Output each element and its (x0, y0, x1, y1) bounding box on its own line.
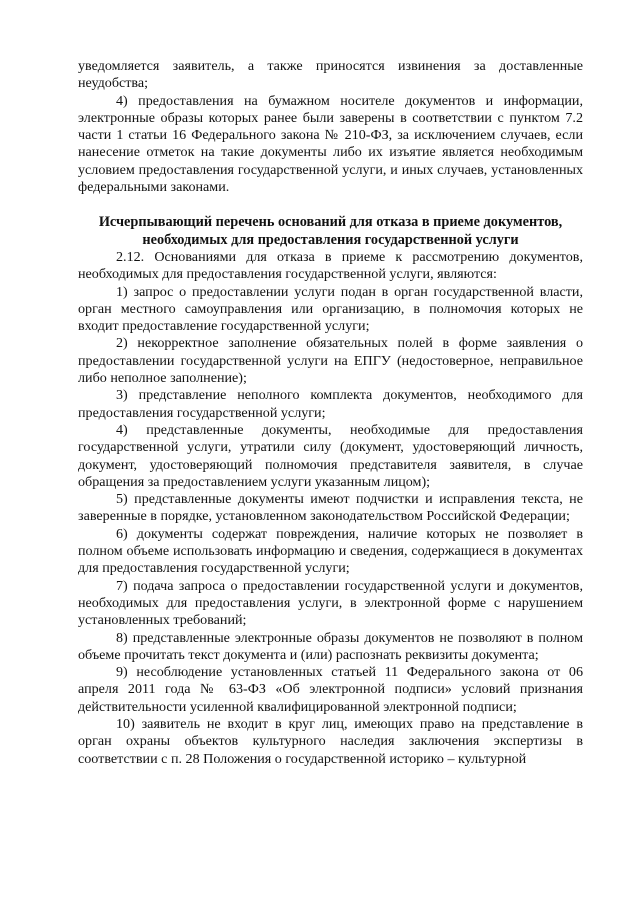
list-item-8: 8) представленные электронные образы документов не позволяют в полном объеме прочитать текст документа и (или) распознать реквизиты документа; (78, 629, 583, 663)
list-item-10: 10) заявитель не входит в круг лиц, имеющих право на представление в орган охраны объектов культурного наследия заключения экспертизы в соответствии с п. 28 Положения о государственной историко – культурной (78, 715, 583, 767)
list-item-3: 3) представление неполного комплекта документов, необходимого для предоставления государственной услуги; (78, 387, 583, 421)
section-heading: Исчерпывающий перечень оснований для отказа в приеме документов, необходимых для предоставления государственной услуги (98, 214, 563, 248)
list-item-2: 2) некорректное заполнение обязательных полей в форме заявления о предоставлении государственной услуги на ЕПГУ (недостоверное, неправильное либо неполное заполнение); (78, 335, 583, 387)
list-item-5: 5) представленные документы имеют подчистки и исправления текста, не заверенные в порядке, установленном законодательством Российской Федерации; (78, 491, 583, 525)
document-page (78, 58, 583, 768)
section-paragraph-intro: 2.12. Основаниями для отказа в приеме к рассмотрению документов, необходимых для предоставления государственной услуги, являются: (78, 248, 583, 283)
list-item-6: 6) документы содержат повреждения, наличие которых не позволяет в полном объеме использовать информацию и сведения, содержащиеся в документах для предоставления государственной услуги; (78, 525, 583, 577)
list-item-9: 9) несоблюдение установленных статьей 11 Федерального закона от 06 апреля 2011 года № 63-ФЗ «Об электронной подписи» условий признания действительности усиленной квалифицированной электронной подписи; (78, 664, 583, 715)
intro-paragraph-2: 4) предоставления на бумажном носителе документов и информации, электронные образы которых ранее были заверены в соответствии с пунктом 7.2 части 1 статьи 16 Федерального закона № 210-ФЗ, за исключением случаев, если нанесение отметок на такие документы либо их изъятие является необходимым условием предоставления государственной услуги, и иных случаев, установленных федеральными законами. (78, 92, 583, 196)
list-item-7: 7) подача запроса о предоставлении государственной услуги и документов, необходимых для предоставления услуги, в электронной форме с нарушением установленных требований; (78, 577, 583, 629)
intro-paragraph-1: уведомляется заявитель, а также приносятся извинения за доставленные неудобства; (78, 58, 583, 92)
list-item-4: 4) представленные документы, необходимые для предоставления государственной услуги, утратили силу (документ, удостоверяющий личность, документ, удостоверяющий полномочия представителя заявителя, в случае обращения за предоставлением услуги указанным лицом); (78, 421, 583, 490)
list-item-1: 1) запрос о предоставлении услуги подан в орган государственной власти, орган местного самоуправления или организацию, в полномочия которых не входит предоставление государственной услуги; (78, 283, 583, 335)
